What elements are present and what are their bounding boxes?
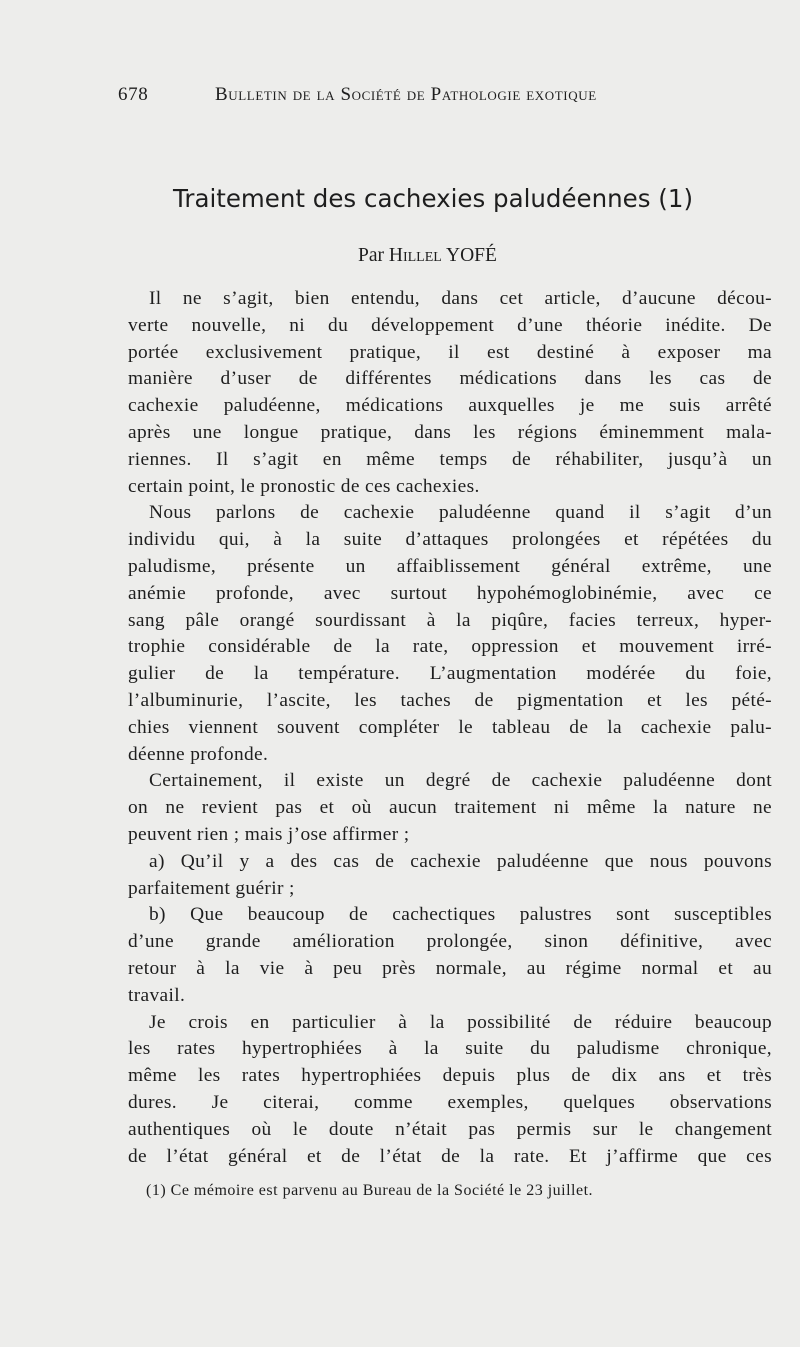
text-line: l’albuminurie, l’ascite, les taches de pigmentation et les pété-: [128, 689, 772, 711]
footnote: (1) Ce mémoire est parvenu au Bureau de la Société le 23 juillet.: [146, 1182, 594, 1199]
text-line: verte nouvelle, ni du développement d’une théorie inédite. De: [128, 314, 772, 336]
running-title: Bulletin de la Société de Pathologie exotique: [215, 84, 597, 105]
author-last-name: YOFÉ: [445, 245, 497, 266]
text-line: Nous parlons de cachexie paludéenne quand il s’agit d’un: [149, 502, 772, 524]
text-line: travail.: [128, 984, 186, 1006]
text-line: paludisme, présente un affaiblissement général extrême, une: [128, 555, 772, 577]
text-line: dures. Je citerai, comme exemples, quelques observations: [128, 1091, 772, 1113]
text-line: Il ne s’agit, bien entendu, dans cet article, d’aucune décou-: [149, 288, 772, 309]
text-line: d’une grande amélioration prolongée, sinon définitive, avec: [128, 931, 772, 953]
page-number: 678: [118, 84, 149, 105]
text-line: après une longue pratique, dans les régions éminemment mala-: [128, 421, 772, 443]
text-line: parfaitement guérir ;: [128, 877, 295, 899]
text-line: anémie profonde, avec surtout hypohémoglobinémie, avec ce: [128, 582, 772, 604]
text-line: Certainement, il existe un degré de cachexie paludéenne dont: [149, 770, 772, 792]
text-line: sang pâle orangé sourdissant à la piqûre, facies terreux, hyper-: [128, 609, 772, 631]
article-title: Traitement des cachexies paludéennes (1): [173, 184, 694, 213]
article-author: [358, 245, 497, 267]
text-line: chies viennent souvent compléter le tableau de la cachexie palu-: [128, 716, 772, 738]
text-line: Je crois en particulier à la possibilité de réduire beaucoup: [149, 1011, 772, 1033]
text-line: de l’état général et de l’état de la rate. Et j’affirme que ces: [128, 1145, 772, 1167]
text-line: portée exclusivement pratique, il est destiné à exposer ma: [128, 341, 772, 363]
text-line: déenne profonde.: [128, 743, 269, 765]
text-line: les rates hypertrophiées à la suite du paludisme chronique,: [128, 1038, 772, 1060]
text-line: cachexie paludéenne, médications auxquelles je me suis arrêté: [128, 395, 772, 417]
text-line: trophie considérable de la rate, oppression et mouvement irré-: [128, 636, 772, 658]
text-line: certain point, le pronostic de ces cachexies.: [128, 475, 480, 497]
text-line: on ne revient pas et où aucun traitement ni même la nature ne: [128, 797, 772, 819]
text-line: authentiques où le doute n’était pas permis sur le changement: [128, 1118, 772, 1140]
author-prefix: Par: [358, 245, 384, 266]
text-line: b) Que beaucoup de cachectiques palustres sont susceptibles: [149, 904, 772, 926]
article-body: [128, 286, 772, 1170]
text-line: retour à la vie à peu près normale, au régime normal et au: [128, 957, 772, 979]
text-line: peuvent rien ; mais j’ose affirmer ;: [128, 823, 410, 845]
text-line: gulier de la température. L’augmentation modérée du foie,: [128, 663, 772, 685]
author-first-name: Hillel: [388, 245, 442, 266]
text-line: manière d’user de différentes médications dans les cas de: [128, 368, 772, 390]
text-line: a) Qu’il y a des cas de cachexie paludéenne que nous pouvons: [149, 850, 772, 872]
text-line: individu qui, à la suite d’attaques prolongées et répétées du: [128, 529, 772, 551]
text-line: riennes. Il s’agit en même temps de réhabiliter, jusqu’à un: [128, 448, 772, 470]
text-line: même les rates hypertrophiées depuis plus de dix ans et très: [128, 1065, 772, 1087]
